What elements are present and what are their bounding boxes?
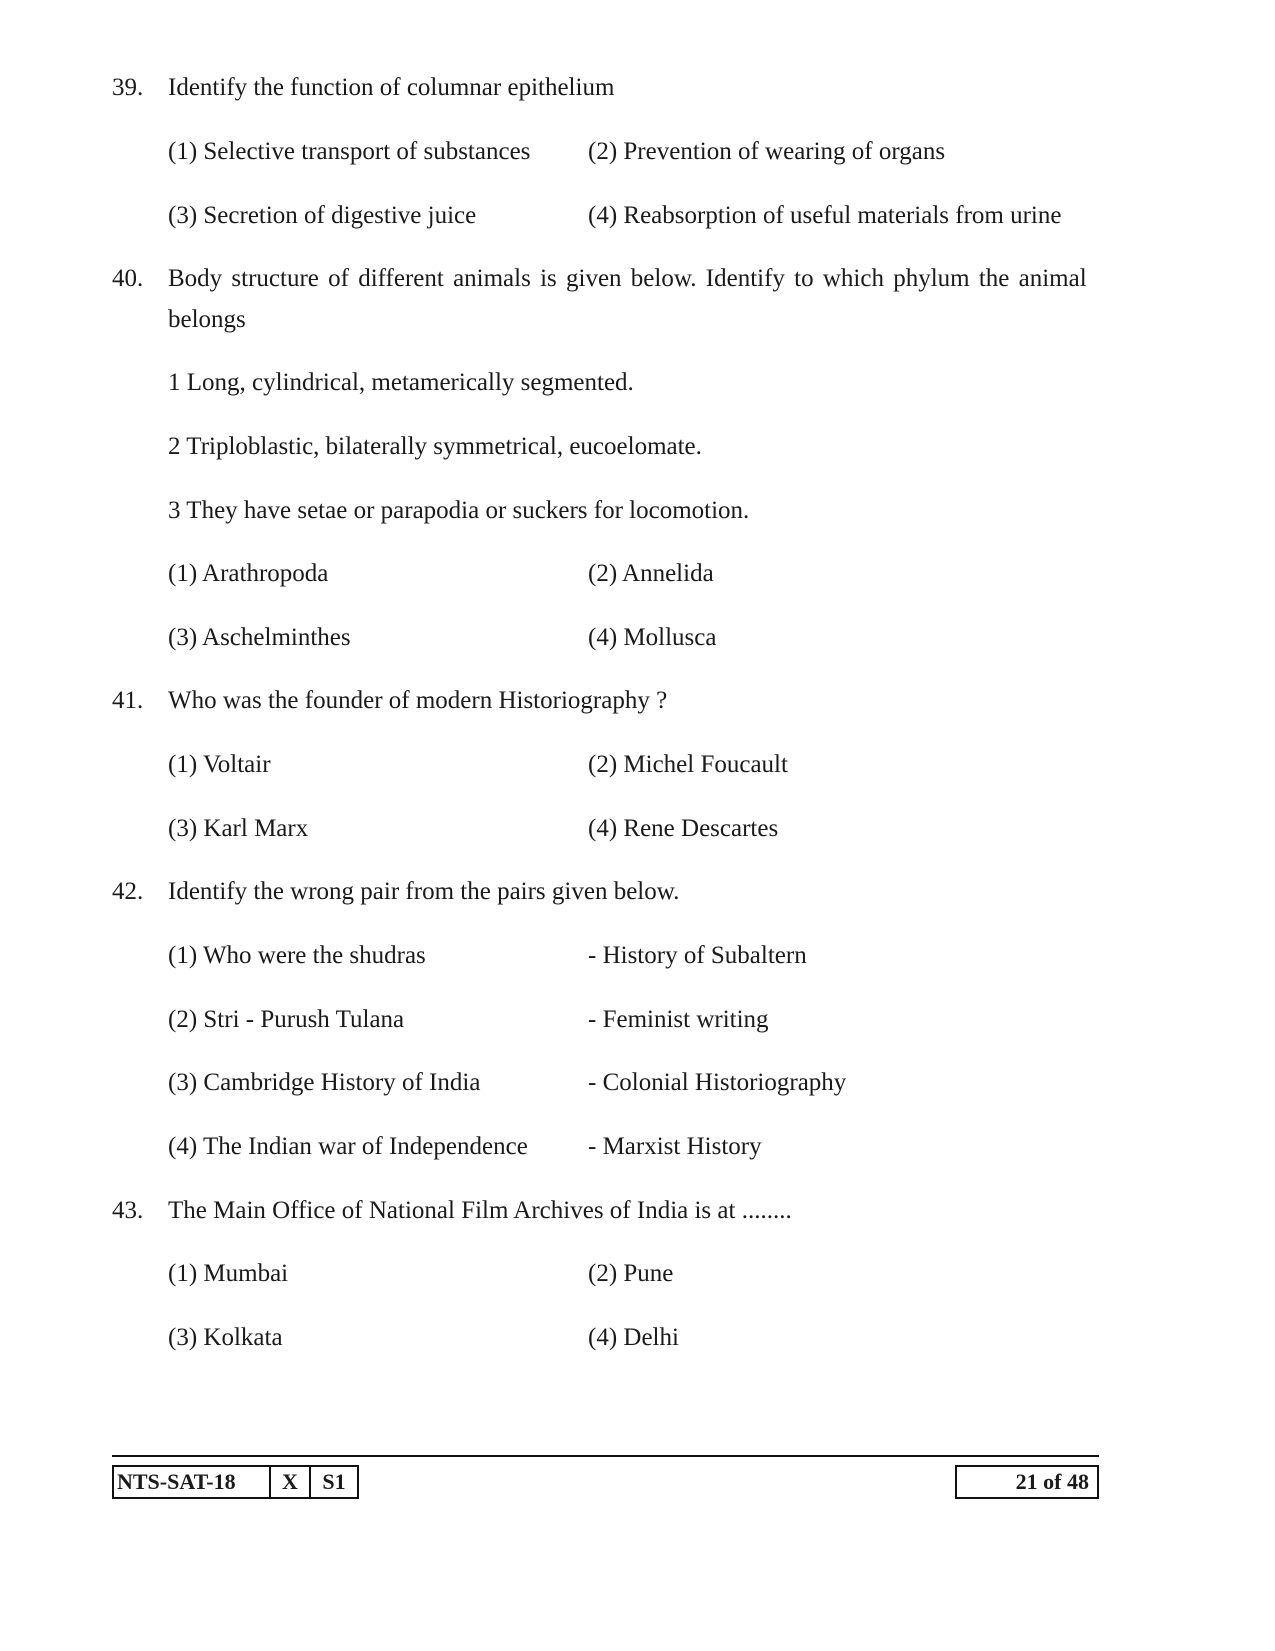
option-3[interactable]: (3) Aschelminthes xyxy=(168,624,351,651)
option-4[interactable]: (4) Delhi xyxy=(588,1324,679,1351)
option-1[interactable]: (1) Mumbai xyxy=(168,1260,289,1287)
option-2[interactable]: (2) Prevention of wearing of organs xyxy=(588,138,946,165)
question-text: Identify the function of columnar epithelium xyxy=(168,74,615,101)
option-3[interactable]: (3) Karl Marx xyxy=(168,815,309,842)
exam-code: NTS-SAT-18 xyxy=(117,1469,236,1494)
question-number: 40. xyxy=(112,265,144,292)
footer-code-box xyxy=(112,1465,359,1499)
question-text-line1: Body structure of different animals is given below. Identify to which phylum the animal xyxy=(168,265,1087,292)
pair-1-left[interactable]: (1) Who were the shudras xyxy=(168,942,426,969)
question-number: 43. xyxy=(112,1197,144,1224)
option-4[interactable]: (4) Reabsorption of useful materials from urine xyxy=(588,202,1062,229)
set-label: S1 xyxy=(309,1467,357,1497)
question-text: Who was the founder of modern Historiography ? xyxy=(168,687,668,714)
statement-2: 2 Triploblastic, bilaterally symmetrical, eucoelomate. xyxy=(168,433,702,460)
pair-4-left[interactable]: (4) The Indian war of Independence xyxy=(168,1133,528,1160)
class-label: X xyxy=(269,1467,309,1497)
question-number: 39. xyxy=(112,74,144,101)
option-1[interactable]: (1) Voltair xyxy=(168,751,271,778)
pair-3-left[interactable]: (3) Cambridge History of India xyxy=(168,1069,481,1096)
option-1[interactable]: (1) Arathropoda xyxy=(168,560,329,587)
pair-2-left[interactable]: (2) Stri - Purush Tulana xyxy=(168,1006,405,1033)
option-4[interactable]: (4) Rene Descartes xyxy=(588,815,779,842)
pair-3-right: - Colonial Historiography xyxy=(588,1069,847,1096)
question-text: Identify the wrong pair from the pairs given below. xyxy=(168,878,680,905)
statement-1: 1 Long, cylindrical, metamerically segmented. xyxy=(168,369,634,396)
option-2[interactable]: (2) Annelida xyxy=(588,560,714,587)
option-1[interactable]: (1) Selective transport of substances xyxy=(168,138,531,165)
question-text: The Main Office of National Film Archives of India is at ........ xyxy=(168,1197,792,1224)
footer-divider xyxy=(112,1455,1099,1457)
question-text-line2: belongs xyxy=(168,306,246,333)
option-2[interactable]: (2) Pune xyxy=(588,1260,674,1287)
option-3[interactable]: (3) Kolkata xyxy=(168,1324,283,1351)
pair-1-right: - History of Subaltern xyxy=(588,942,807,969)
question-number: 42. xyxy=(112,878,144,905)
option-2[interactable]: (2) Michel Foucault xyxy=(588,751,788,778)
pair-2-right: - Feminist writing xyxy=(588,1006,769,1033)
question-number: 41. xyxy=(112,687,144,714)
pair-4-right: - Marxist History xyxy=(588,1133,762,1160)
statement-3: 3 They have setae or parapodia or suckers for locomotion. xyxy=(168,497,750,524)
option-4[interactable]: (4) Mollusca xyxy=(588,624,717,651)
option-3[interactable]: (3) Secretion of digestive juice xyxy=(168,202,477,229)
page-number: 21 of 48 xyxy=(955,1465,1099,1499)
